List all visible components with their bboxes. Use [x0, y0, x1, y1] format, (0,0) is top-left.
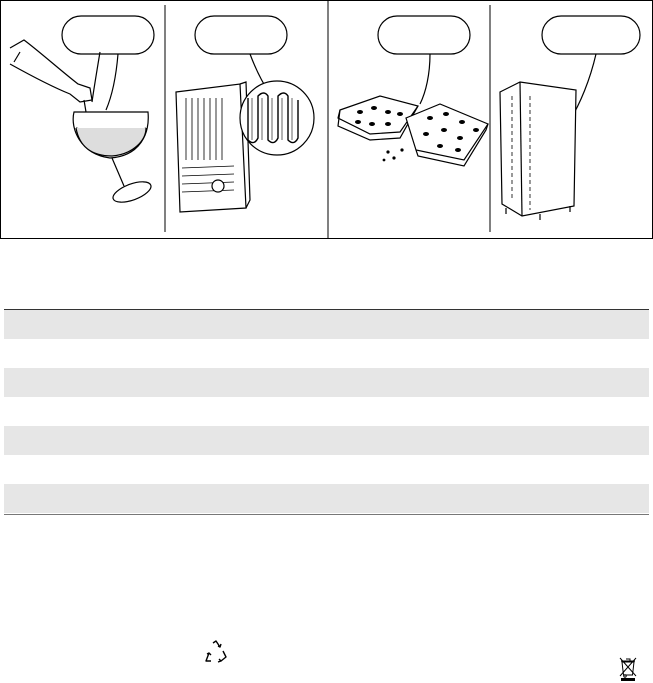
table-cell — [4, 339, 649, 368]
cabinet-body — [500, 82, 576, 216]
condenser-figure — [176, 16, 314, 212]
table-bottom-rule — [4, 514, 649, 515]
table-row — [4, 368, 649, 397]
table-row — [4, 397, 649, 426]
table-cell — [4, 426, 649, 455]
table-row — [4, 339, 649, 368]
table-cell — [4, 484, 649, 513]
illustration-strip — [0, 0, 653, 240]
recycle-icon — [203, 639, 229, 665]
foam-figure — [338, 16, 488, 166]
bubble-pointer-1 — [106, 54, 118, 110]
table-row — [4, 426, 649, 455]
speech-bubble-3 — [378, 16, 470, 54]
speech-bubble-1 — [62, 16, 154, 54]
spec-table — [4, 310, 649, 513]
speech-bubble-4 — [542, 16, 640, 54]
crossed-bin-icon — [617, 656, 639, 682]
coil-magnifier — [240, 81, 314, 155]
fridge-body-back — [176, 84, 246, 212]
table-cell — [4, 455, 649, 484]
table-row — [4, 455, 649, 484]
table-cell — [4, 310, 649, 339]
table-cell — [4, 397, 649, 426]
glass-stem — [112, 158, 124, 186]
glass-foot — [110, 178, 153, 207]
table-row — [4, 310, 649, 339]
table-cell — [4, 368, 649, 397]
wine-glass-figure — [10, 16, 154, 206]
table-row — [4, 484, 649, 513]
cabinet-figure — [500, 16, 640, 220]
speech-bubble-2 — [195, 16, 287, 54]
